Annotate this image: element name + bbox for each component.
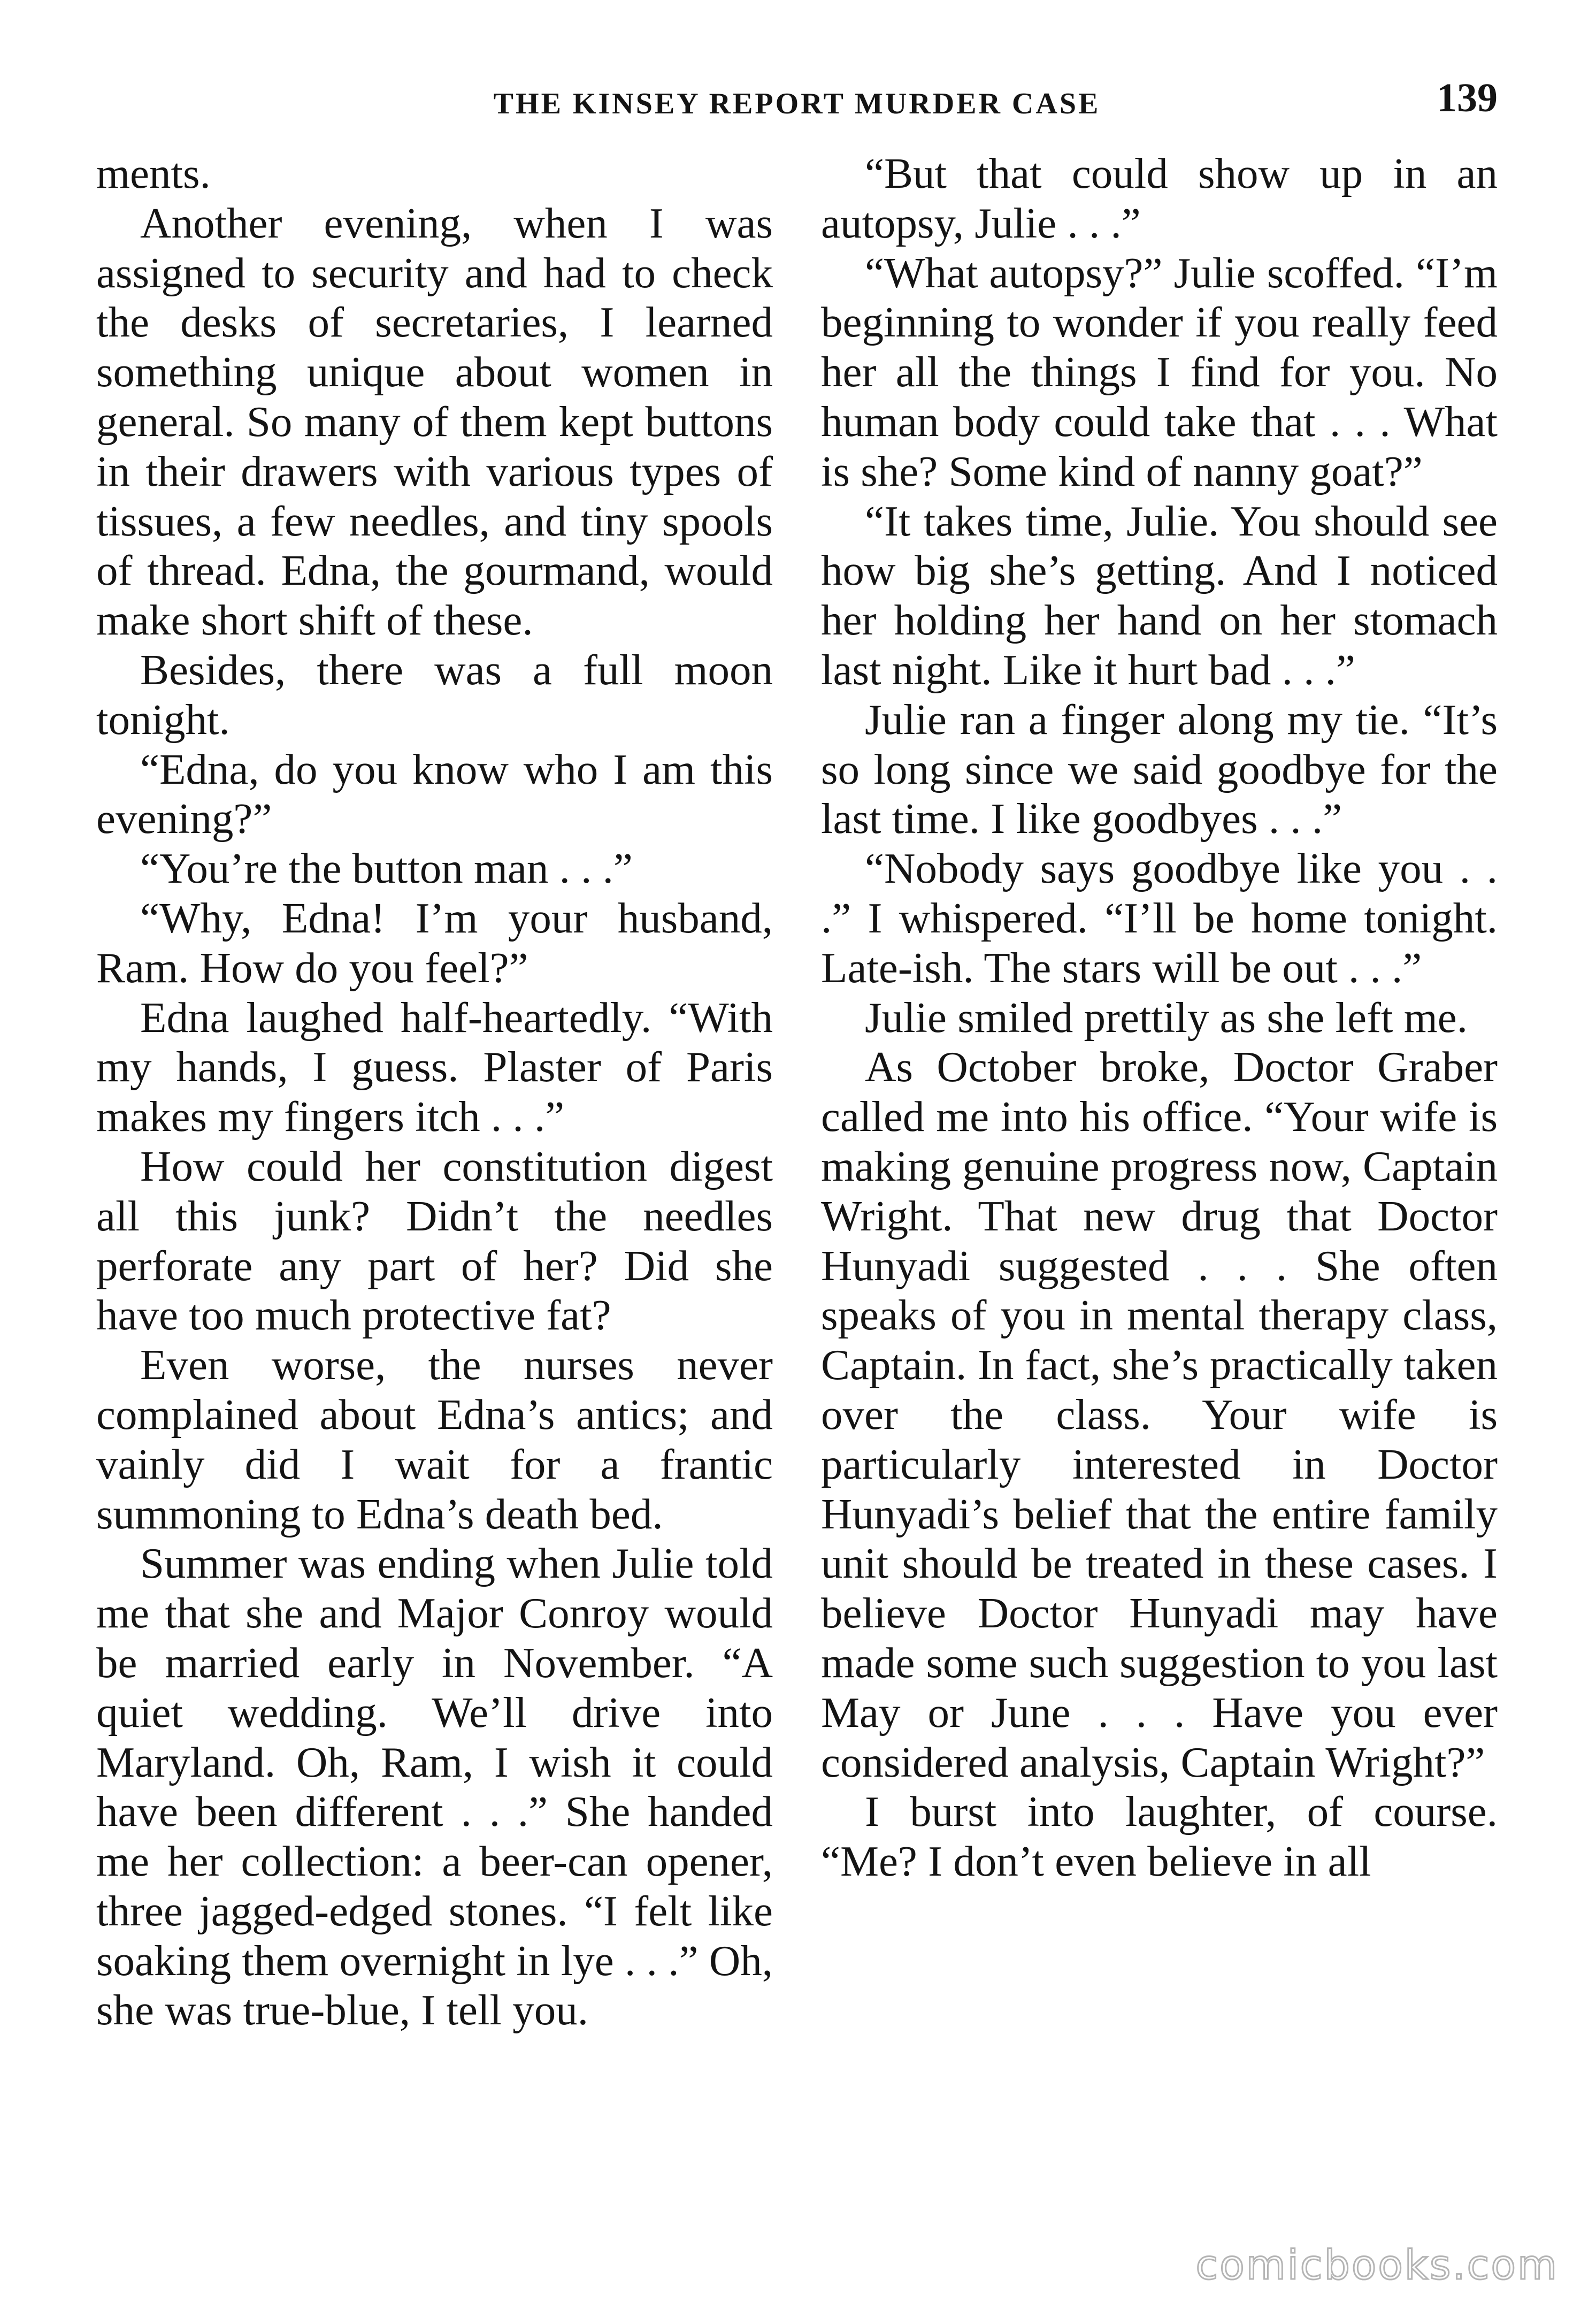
- paragraph: As October broke, Doctor Graber called me into his office. “Your wife is making genuine progress now, Captain Wright. That new drug that Doctor Hunyadi suggested . . . She often speaks of you in mental therapy class, Captain. In fact, she’s practically taken over the class. Your wife is particularly interested in Doctor Hunyadi’s belief that the entire family unit should be treated in these cases. I believe Doctor Hunyadi may have made some such suggestion to you last May or June . . . Have you ever considered analysis, Captain Wright?”: [821, 1043, 1498, 1786]
- right-column: [821, 149, 1498, 1886]
- paragraph: Besides, there was a full moon tonight.: [96, 645, 773, 744]
- paragraph: “You’re the button man . . .”: [140, 844, 633, 893]
- paragraph: Julie smiled prettily as she left me.: [865, 993, 1468, 1042]
- paragraph: “What autopsy?” Julie scoffed. “I’m beginning to wonder if you really feed her all the things I find for you. No human body could take that . . . What is she? Some kind of nanny goat?”: [821, 248, 1498, 495]
- paragraph: Julie ran a finger along my tie. “It’s so long since we said goodbye for the last time. I like goodbyes . . .”: [821, 695, 1498, 843]
- paragraph: “But that could show up in an autopsy, Julie . . .”: [821, 149, 1498, 247]
- paragraph: “Why, Edna! I’m your husband, Ram. How do you feel?”: [96, 893, 773, 992]
- paragraph: “Nobody says goodbye like you . . .” I whispered. “I’ll be home tonight. Late-ish. The stars will be out . . .”: [821, 844, 1498, 992]
- left-column: [96, 149, 773, 2035]
- paragraph: ments.: [96, 149, 211, 197]
- running-head: [96, 75, 1498, 128]
- paragraph: Another evening, when I was assigned to security and had to check the desks of secretaries, I learned something unique about women in general. So many of them kept buttons in their drawers with various types of tissues, a few needles, and tiny spools of thread. Edna, the gourmand, would make short shift of these.: [96, 198, 773, 645]
- paragraph: Even worse, the nurses never complained about Edna’s antics; and vainly did I wait for a frantic summoning to Edna’s death bed.: [96, 1341, 773, 1538]
- paragraph: Summer was ending when Julie told me that she and Major Conroy would be married early in November. “A quiet wedding. We’ll drive into Maryland. Oh, Ram, I wish it could have been different . . .” She handed me her collection: a beer-can opener, three jagged-edged stones. “I felt like soaking them overnight in lye . . .” Oh, she was true-blue, I tell you.: [96, 1539, 773, 2034]
- paragraph: “Edna, do you know who I am this evening?”: [96, 745, 773, 843]
- running-title: THE KINSEY REPORT MURDER CASE: [493, 87, 1101, 120]
- paragraph: How could her constitution digest all this junk? Didn’t the needles perforate any part of her? Did she have too much protective fat?: [96, 1142, 773, 1340]
- paragraph: “It takes time, Julie. You should see how big she’s getting. And I noticed her holding her hand on her stomach last night. Like it hurt bad . . .”: [821, 496, 1498, 694]
- page-number: 139: [1437, 75, 1498, 120]
- paragraph: I burst into laughter, of course. “Me? I don’t even believe in all: [821, 1787, 1498, 1886]
- watermark: comicbooks.com: [1195, 2241, 1559, 2289]
- paragraph: Edna laughed half-heartedly. “With my hands, I guess. Plaster of Paris makes my fingers itch . . .”: [96, 993, 773, 1141]
